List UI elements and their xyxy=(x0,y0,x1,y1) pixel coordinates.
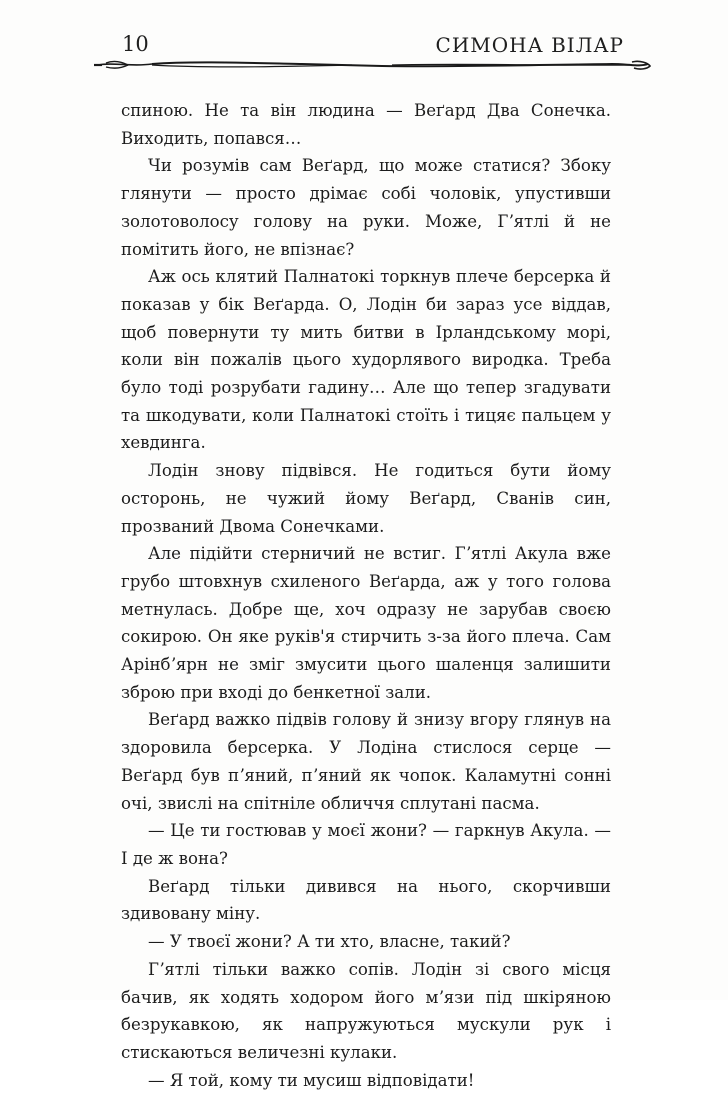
paragraph: Аж ось клятий Палнатокі торкнув плече берсерка й показав у бік Веґарда. О, Лодін би зараз усе віддав, щоб повернути ту мить битви в Ірландському морі, коли він пожалів цього худорлявого виродка. Треба було тоді розрубати гадину… Але що тепер згадувати та шкодувати, коли Палнатокі стоїть і тицяє пальцем у хевдинга. xyxy=(121,267,611,453)
body-text xyxy=(121,97,611,1094)
dialogue-line: — Це ти гостював у моєї жони? — гаркнув Акула. — І де ж вона? xyxy=(121,821,611,868)
decorative-rule-icon xyxy=(92,58,652,72)
page-number: 10 xyxy=(122,32,149,56)
paragraph: Але підійти стерничий не встиг. Гʼятлі Акула вже грубо штовхнув схиленого Веґарда, аж у того голова метнулась. Добре ще, хоч одразу не зарубав своєю сокирою. Он яке руків'я стирчить з-за його плеча. Сам Арінбʼярн не зміг змусити цього шаленця залишити зброю при вході до бенкетної зали. xyxy=(121,544,611,702)
paragraph: Веґард важко підвів голову й знизу вгору глянув на здоровила берсерка. У Лодіна стислося серце — Веґард був пʼяний, пʼяний як чопок. Каламутні сонні очі, звислі на спітніле обличчя сплутані пасма. xyxy=(121,710,611,813)
running-title: СИМОНА ВІЛАР xyxy=(435,33,624,57)
paragraph: Веґард тільки дивився на нього, скорчивши здивовану міну. xyxy=(121,876,611,924)
paragraph: спиною. Не та він людина — Веґард Два Сонечка. Виходить, попався… xyxy=(121,101,611,148)
dialogue-line: — Я той, кому ти мусиш відповідати! xyxy=(148,1070,475,1090)
paragraph: Чи розумів сам Веґард, що може статися? Збоку глянути — просто дрімає собі чоловік, упустивши золотоволосу голову на руки. Може, Гʼятлі й не помітить його, не впізнає? xyxy=(121,156,611,259)
paragraph: Лодін знову підвівся. Не годиться бути йому осторонь, не чужий йому Веґард, Сванів син, прозваний Двома Сонечками. xyxy=(121,461,611,536)
dialogue-line: — У твоєї жони? А ти хто, власне, такий? xyxy=(148,932,511,952)
paragraph: Гʼятлі тільки важко сопів. Лодін зі свого місця бачив, як ходять ходором його мʼязи під шкіряною безрукавкою, як напружуються мускули рук і стискаються величезні кулаки. xyxy=(121,959,611,1062)
